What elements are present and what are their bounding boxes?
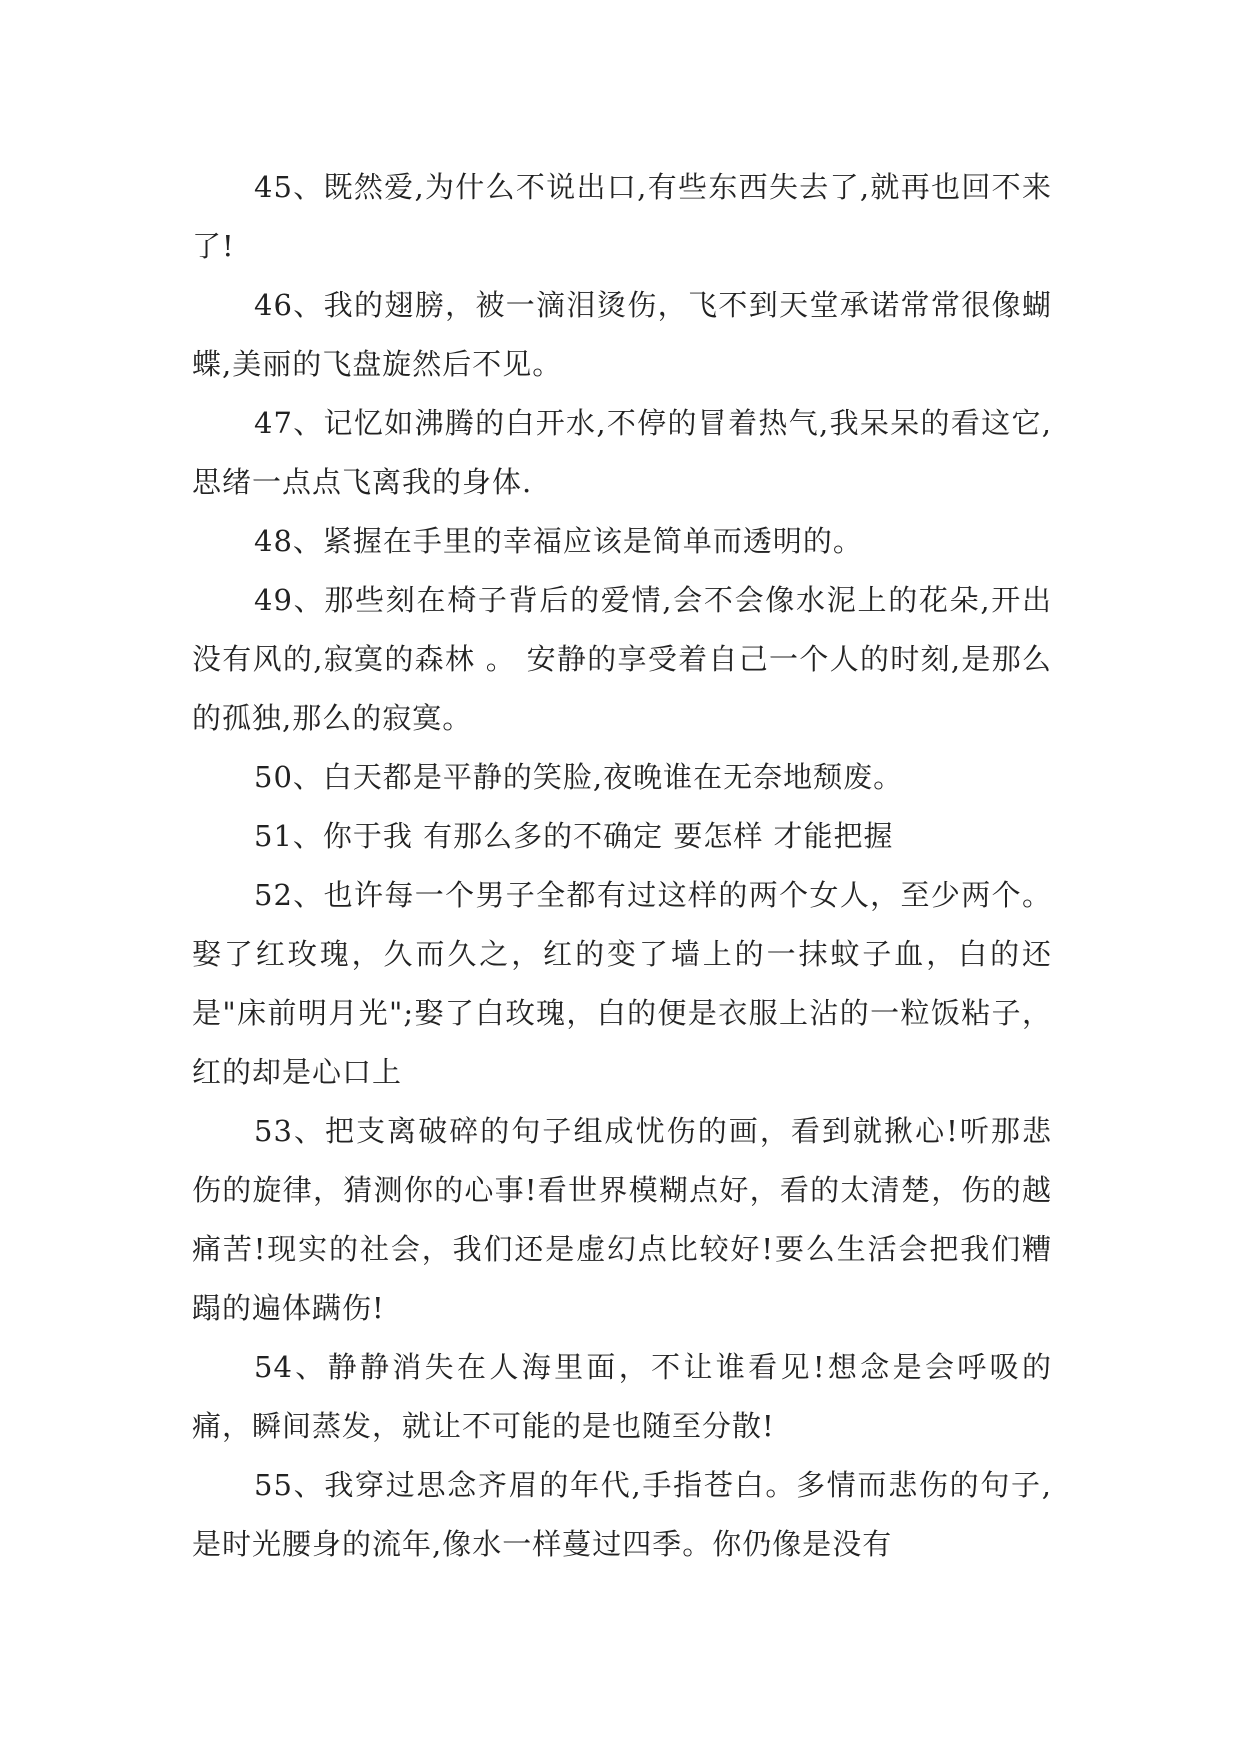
paragraph-49: 49、那些刻在椅子背后的爱情,会不会像水泥上的花朵,开出没有风的,寂寞的森林 。 安静的享受着自己一个人的时刻,是那么的孤独,那么的寂寞。 [192, 583, 1052, 735]
paragraph-50: 50、白天都是平静的笑脸,夜晚谁在无奈地颓废。 [254, 760, 904, 794]
paragraph-45: 45、既然爱,为什么不说出口,有些东西失去了,就再也回不来了! [192, 170, 1052, 263]
paragraph-46: 46、我的翅膀，被一滴泪烫伤，飞不到天堂承诺常常很像蝴蝶,美丽的飞盘旋然后不见。 [192, 288, 1052, 381]
paragraph-48: 48、紧握在手里的幸福应该是简单而透明的。 [254, 524, 863, 558]
document-body [192, 158, 1052, 1574]
paragraph-51: 51、你于我 有那么多的不确定 要怎样 才能把握 [254, 819, 894, 853]
paragraph-53: 53、把支离破碎的句子组成忧伤的画，看到就揪心!听那悲伤的旋律，猜测你的心事!看世界模糊点好，看的太清楚，伤的越痛苦!现实的社会，我们还是虚幻点比较好!要么生活会把我们糟蹋的遍体蹒伤! [192, 1114, 1052, 1325]
paragraph-52: 52、也许每一个男子全都有过这样的两个女人，至少两个。娶了红玫瑰，久而久之，红的变了墙上的一抹蚊子血，白的还是"床前明月光";娶了白玫瑰，白的便是衣服上沾的一粒饭粘子，红的却是心口上 [192, 878, 1052, 1089]
paragraph-47: 47、记忆如沸腾的白开水,不停的冒着热气,我呆呆的看这它,思绪一点点飞离我的身体. [192, 406, 1052, 499]
paragraph-54: 54、静静消失在人海里面，不让谁看见!想念是会呼吸的痛，瞬间蒸发，就让不可能的是也随至分散! [192, 1350, 1052, 1443]
paragraph-55: 55、我穿过思念齐眉的年代,手指苍白。多情而悲伤的句子,是时光腰身的流年,像水一样蔓过四季。你仍像是没有 [192, 1468, 1052, 1561]
